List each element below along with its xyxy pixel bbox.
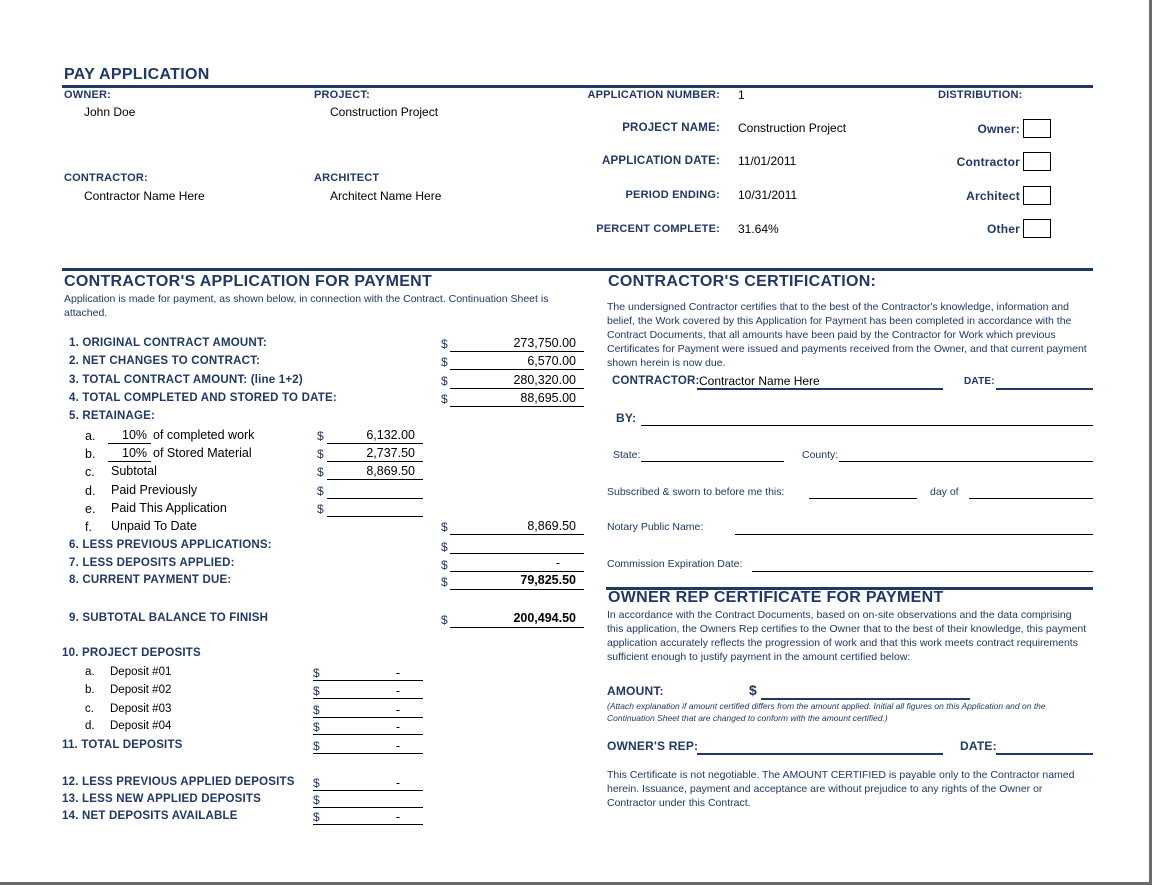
ret-a-label: of completed work [153,428,255,442]
dep-d-underline [313,734,423,735]
line5-label: 5. RETAINAGE: [69,410,156,422]
dist-architect-checkbox[interactable] [1023,186,1051,205]
ret-e-label: Paid This Application [111,501,227,515]
line4-dollar: $ [441,392,448,406]
dep-b-label: Deposit #02 [110,684,172,696]
app-number-label: APPLICATION NUMBER: [587,89,720,101]
line4-value[interactable]: 88,695.00 [520,391,576,405]
line1-underline [450,351,584,352]
dep-d-letter: d. [85,720,95,732]
dep-b-dollar: $ [313,684,320,698]
cert-county-underline[interactable] [839,461,1093,462]
ret-f-label: Unpaid To Date [111,519,197,533]
line14-dollar: $ [313,810,320,824]
line7-label: 7. LESS DEPOSITS APPLIED: [69,557,235,569]
line3-underline [450,388,584,389]
line13-dollar: $ [313,793,320,807]
line6-label: 6. LESS PREVIOUS APPLICATIONS: [69,539,272,551]
cert-date-underline[interactable] [996,388,1093,390]
cert-county-label: County: [802,449,839,461]
dep-c-letter: c. [85,703,94,715]
line12-underline [313,790,423,791]
line2-value[interactable]: 6,570.00 [527,354,576,368]
line1-dollar: $ [441,337,448,351]
ret-b-value: 2,737.50 [366,446,415,460]
amount-dollar: $ [749,682,757,698]
dep-c-dollar: $ [313,703,320,717]
line14-label: 14. NET DEPOSITS AVAILABLE [62,810,238,822]
cert-date-label: DATE: [964,376,995,387]
period-label: PERIOD ENDING: [625,189,720,201]
ret-c-dollar: $ [317,465,324,479]
line6-underline[interactable] [450,553,584,554]
dep-d-dollar: $ [313,720,320,734]
ret-c-label: Subtotal [111,464,157,478]
owner-label: OWNER: [64,89,112,101]
cert-sworn-underline[interactable] [809,498,917,499]
line2-underline [450,369,584,370]
project-label: PROJECT: [314,89,370,101]
ret-b-letter: b. [85,447,96,461]
ret-c-value: 8,869.50 [366,464,415,478]
cert-dayof-underline[interactable] [969,498,1093,499]
line7-value: - [555,556,560,570]
line6-dollar: $ [441,540,448,554]
project-name-value[interactable]: Construction Project [738,121,847,135]
distribution-label: DISTRIBUTION: [938,89,1023,101]
ret-f-value: 8,869.50 [527,519,576,533]
dist-other-checkbox[interactable] [1023,219,1051,238]
project-name-label: PROJECT NAME: [622,122,720,134]
ret-f-letter: f. [85,520,92,534]
line3-dollar: $ [441,374,448,388]
line9-underline [450,627,584,628]
ret-a-pct-underline [108,443,151,444]
project-value[interactable]: Construction Project [330,105,439,119]
dep-b-underline [313,698,423,699]
line8-label: 8. CURRENT PAYMENT DUE: [69,574,232,586]
dep-a-value[interactable]: - [395,666,400,680]
amount-label: AMOUNT: [607,684,664,698]
ret-b-dollar: $ [317,447,324,461]
line3-label: 3. TOTAL CONTRACT AMOUNT: (line 1+2) [69,374,303,386]
dep-a-letter: a. [85,666,95,678]
owner-value[interactable]: John Doe [84,105,136,119]
dist-contractor-checkbox[interactable] [1023,152,1051,171]
cert-contractor-value[interactable]: Contractor Name Here [699,374,820,388]
ret-a-dollar: $ [317,429,324,443]
ret-d-dollar: $ [317,484,324,498]
cert-state-underline[interactable] [641,461,784,462]
application-intro: Application is made for payment, as shown below, in connection with the Contract. Continuation Sheet is attached. [64,293,549,319]
period-value[interactable]: 10/31/2011 [738,188,798,202]
ret-f-underline [450,534,584,535]
line1-label: 1. ORIGINAL CONTRACT AMOUNT: [69,337,267,349]
line4-label: 4. TOTAL COMPLETED AND STORED TO DATE: [69,392,337,404]
line13-underline[interactable] [313,807,423,808]
line8-underline [450,589,584,590]
ret-e-letter: e. [85,502,96,516]
owner-rep-title: OWNER REP CERTIFICATE FOR PAYMENT [608,589,944,606]
dep-a-underline [313,680,423,681]
ret-d-letter: d. [85,484,96,498]
app-number-value[interactable]: 1 [738,88,745,102]
owner-rep-label: OWNER'S REP: [607,739,699,753]
ret-e-underline[interactable] [327,516,423,517]
ret-c-letter: c. [85,465,95,479]
dist-contractor-label: Contractor [956,155,1020,169]
app-date-value[interactable]: 11/01/2011 [738,154,797,168]
line10-label: 10. PROJECT DEPOSITS [62,647,201,659]
line1-value[interactable]: 273,750.00 [513,336,576,350]
architect-value[interactable]: Architect Name Here [330,189,442,203]
contractor-value[interactable]: Contractor Name Here [84,189,205,203]
dep-c-label: Deposit #03 [110,703,172,715]
contractor-label: CONTRACTOR: [64,172,148,184]
line12-label: 12. LESS PREVIOUS APPLIED DEPOSITS [62,776,295,788]
ret-d-label: Paid Previously [111,483,198,497]
cert-notary-label: Notary Public Name: [607,521,704,533]
ret-a-pct[interactable]: 10% [122,428,148,442]
ret-d-underline[interactable] [327,498,423,499]
ret-a-underline [327,443,423,444]
owner-rep-date-underline[interactable] [996,753,1093,755]
line8-dollar: $ [441,575,448,589]
ret-b-pct-underline [108,461,151,462]
line11-value: - [395,739,400,753]
ret-a-letter: a. [85,429,96,443]
header-rule [62,85,1093,88]
architect-label: ARCHITECT [314,172,380,184]
line2-label: 2. NET CHANGES TO CONTRACT: [69,355,261,367]
owner-rep-footer: This Certificate is not negotiable. The AMOUNT CERTIFIED is payable only to the Contractor named herein. Issuance, payment and acceptance are without prejudice to any rights of the Owner or Contractor under this Contract. [607,769,1075,809]
percent-label: PERCENT COMPLETE: [596,223,720,235]
dep-c-underline [313,717,423,718]
dist-other-label: Other [986,222,1020,236]
dep-a-label: Deposit #01 [110,666,172,678]
line14-underline [313,824,423,825]
ret-c-underline [327,479,423,480]
dist-architect-label: Architect [966,189,1020,203]
dep-d-value[interactable]: - [395,720,400,734]
page-title: PAY APPLICATION [64,66,210,83]
line14-value: - [395,810,400,824]
ret-b-underline [327,461,423,462]
application-title: CONTRACTOR'S APPLICATION FOR PAYMENT [64,273,433,290]
line12-dollar: $ [313,776,320,790]
line11-dollar: $ [313,739,320,753]
owner-rep-date-label: DATE: [960,739,997,753]
dep-d-label: Deposit #04 [110,720,172,732]
dep-a-dollar: $ [313,666,320,680]
cert-sworn-label: Subscribed & sworn to before me this: [607,486,785,498]
cert-notary-underline[interactable] [735,534,1093,535]
app-date-label: APPLICATION DATE: [602,155,720,167]
line7-underline [450,571,584,572]
attach-note: (Attach explanation if amount certified differs from the amount applied. Initial all figures on this Application and on the Continuation Sheet that are changed to conform with the amount certified.) [607,701,1046,723]
line9-dollar: $ [441,613,448,627]
owner-rep-underline[interactable] [697,753,943,755]
cert-by-label: BY: [616,411,637,425]
dep-c-value[interactable]: - [395,703,400,717]
dep-b-value[interactable]: - [395,684,400,698]
line8-value: 79,825.50 [520,573,576,587]
line11-label: 11. TOTAL DEPOSITS [62,739,183,751]
cert-state-label: State: [613,449,641,461]
ret-a-value: 6,132.00 [366,428,415,442]
ret-b-label: of Stored Material [153,446,252,460]
certification-text: The undersigned Contractor certifies that to the best of the Contractor's knowledge, information and belief, the Work covered by this Application for Payment has been completed in accordance with the Contract Documents, that all amounts have been paid by the Contractor for Work which previous Certificates for Payment were issued and payments received from the Owner, and that current payment shown herein is now due. [607,301,1087,369]
application-rule [62,268,1093,271]
ret-f-dollar: $ [441,520,448,534]
certification-title: CONTRACTOR'S CERTIFICATION: [608,273,877,290]
cert-contractor-label: CONTRACTOR: [612,375,700,387]
line9-label: 9. SUBTOTAL BALANCE TO FINISH [69,612,269,624]
line13-label: 13. LESS NEW APPLIED DEPOSITS [62,793,261,805]
line3-value: 280,320.00 [513,373,576,387]
dep-b-letter: b. [85,684,95,696]
ret-e-dollar: $ [317,502,324,516]
cert-day-of: day of [930,486,959,498]
line12-value: - [395,776,400,790]
owner-rep-text: In accordance with the Contract Documents, based on on-site observations and the data comprising this application, the Owners Rep certifies to the Owner that to the best of their knowledge, this payment application accurately reflects the progression of work and that this work meets contract requirements sufficient enough to justify payment in the amount certified below: [607,609,1087,663]
line9-value: 200,494.50 [513,611,576,625]
percent-value: 31.64% [738,222,779,236]
dist-owner-label: Owner: [977,122,1020,136]
line11-underline [313,753,423,754]
cert-contractor-underline [697,388,943,390]
cert-commission-underline[interactable] [752,571,1093,572]
cert-by-underline[interactable] [641,425,1093,426]
line4-underline [450,406,584,407]
ret-b-pct[interactable]: 10% [122,446,148,460]
line7-dollar: $ [441,558,448,572]
cert-commission-label: Commission Expiration Date: [607,558,743,570]
dist-owner-checkbox[interactable] [1023,119,1051,138]
line2-dollar: $ [441,355,448,369]
